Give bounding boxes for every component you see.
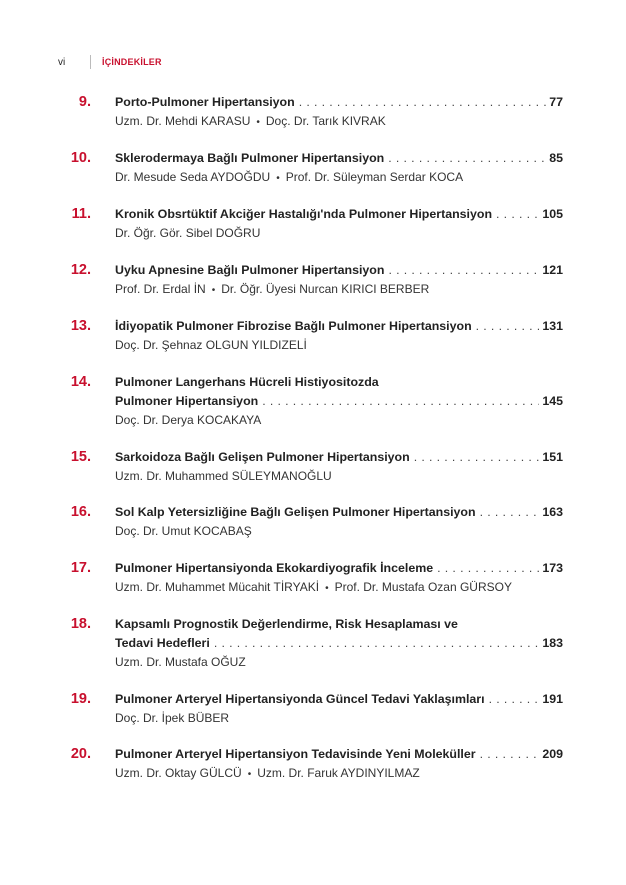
author-name: Uzm. Dr. Mehdi KARASU bbox=[115, 114, 251, 128]
chapter-title-text: Porto-Pulmoner Hipertansiyon bbox=[115, 95, 295, 109]
toc-entry-body bbox=[115, 690, 563, 728]
chapter-authors bbox=[115, 522, 563, 541]
chapter-number: 10. bbox=[70, 150, 91, 166]
chapter-title-line bbox=[115, 503, 563, 522]
page-number: vi bbox=[58, 56, 66, 68]
chapter-number: 20. bbox=[70, 746, 91, 762]
author-separator-bullet: • bbox=[247, 769, 252, 780]
chapter-page-number: 163 bbox=[542, 505, 563, 519]
author-name: Doç. Dr. İpek BÜBER bbox=[115, 711, 230, 725]
chapter-title-line bbox=[115, 615, 563, 634]
chapter-number: 14. bbox=[70, 374, 91, 390]
author-name: Uzm. Dr. Mustafa OĞUZ bbox=[115, 655, 246, 669]
chapter-page-number: 145 bbox=[542, 394, 563, 408]
chapter-page-number: 173 bbox=[542, 561, 563, 575]
author-name: Dr. Mesude Seda AYDOĞDU bbox=[115, 170, 271, 184]
chapter-title-line bbox=[115, 690, 563, 709]
dot-leader bbox=[295, 93, 547, 112]
dot-leader bbox=[472, 317, 540, 336]
chapter-page-number: 191 bbox=[542, 692, 563, 706]
author-separator-bullet: • bbox=[325, 583, 329, 594]
chapter-authors bbox=[115, 653, 563, 672]
chapter-title-text: Pulmoner Arteryel Hipertansiyon Tedavisinde Yeni Moleküller bbox=[115, 747, 476, 761]
chapter-page-number: 151 bbox=[542, 450, 563, 464]
dot-leader bbox=[384, 261, 539, 280]
dot-leader bbox=[258, 392, 539, 411]
chapter-title-line bbox=[115, 448, 563, 467]
toc-entry-body bbox=[115, 745, 563, 784]
chapter-authors bbox=[115, 411, 563, 430]
toc-entry-body bbox=[115, 317, 563, 355]
chapter-number: 17. bbox=[70, 560, 91, 576]
toc-entry-body bbox=[115, 93, 563, 132]
dot-leader bbox=[476, 745, 540, 764]
toc-entry-body bbox=[115, 615, 563, 672]
chapter-title-text: Uyku Apnesine Bağlı Pulmoner Hipertansiyon bbox=[115, 263, 385, 277]
toc-entry-body bbox=[115, 503, 563, 541]
chapter-number: 16. bbox=[70, 504, 91, 520]
chapter-title-line bbox=[115, 205, 563, 224]
chapter-title-line bbox=[115, 149, 563, 168]
toc-entry-body bbox=[115, 373, 563, 430]
author-name: Doç. Dr. Derya KOCAKAYA bbox=[115, 413, 262, 427]
chapter-title-text: Pulmoner Hipertansiyon bbox=[115, 394, 259, 408]
chapter-title-text: Sarkoidoza Bağlı Gelişen Pulmoner Hipertansiyon bbox=[115, 450, 410, 464]
running-header bbox=[58, 55, 162, 69]
chapter-title-text: Kapsamlı Prognostik Değerlendirme, Risk Hesaplaması ve bbox=[115, 617, 458, 631]
chapter-number: 9. bbox=[78, 94, 91, 110]
dot-leader bbox=[476, 503, 540, 522]
chapter-page-number: 183 bbox=[542, 636, 563, 650]
chapter-authors bbox=[115, 709, 563, 728]
chapter-title-text: İdiyopatik Pulmoner Fibrozise Bağlı Pulmoner Hipertansiyon bbox=[115, 319, 472, 333]
author-separator-bullet: • bbox=[256, 117, 260, 128]
chapter-authors bbox=[115, 764, 563, 784]
chapter-authors bbox=[115, 280, 563, 300]
chapter-title-text: Pulmoner Arteryel Hipertansiyonda Güncel Tedavi Yaklaşımları bbox=[115, 692, 485, 706]
author-name: Uzm. Dr. Oktay GÜLCÜ bbox=[115, 766, 242, 780]
dot-leader bbox=[410, 448, 540, 467]
chapter-number: 19. bbox=[70, 691, 91, 707]
chapter-authors bbox=[115, 467, 563, 486]
chapter-page-number: 85 bbox=[549, 151, 563, 165]
author-name: Dr. Öğr. Üyesi Nurcan KIRICI BERBER bbox=[221, 282, 430, 296]
dot-leader bbox=[492, 205, 539, 224]
chapter-number: 18. bbox=[70, 616, 91, 632]
author-name: Prof. Dr. Mustafa Ozan GÜRSOY bbox=[334, 580, 512, 594]
chapter-title-line bbox=[115, 745, 563, 764]
author-separator-bullet: • bbox=[211, 285, 216, 296]
author-name: Uzm. Dr. Faruk AYDINYILMAZ bbox=[257, 766, 420, 780]
chapter-authors bbox=[115, 224, 563, 243]
chapter-title-text: Sol Kalp Yetersizliğine Bağlı Gelişen Pulmoner Hipertansiyon bbox=[115, 505, 476, 519]
chapter-title-text: Pulmoner Langerhans Hücreli Histiyositozda bbox=[115, 375, 379, 389]
chapter-page-number: 209 bbox=[542, 747, 563, 761]
chapter-authors bbox=[115, 578, 563, 598]
author-name: Prof. Dr. Erdal İN bbox=[115, 282, 206, 296]
chapter-authors bbox=[115, 112, 563, 132]
header-divider bbox=[90, 55, 91, 69]
chapter-number: 12. bbox=[70, 262, 91, 278]
chapter-number: 15. bbox=[70, 449, 91, 465]
chapter-title-line bbox=[115, 317, 563, 336]
chapter-title-line bbox=[115, 93, 563, 112]
author-name: Dr. Öğr. Gör. Sibel DOĞRU bbox=[115, 226, 261, 240]
dot-leader bbox=[433, 559, 539, 578]
chapter-title-line bbox=[115, 373, 563, 392]
chapter-number: 11. bbox=[71, 206, 91, 222]
chapter-title-text: Tedavi Hedefleri bbox=[115, 636, 210, 650]
author-name: Doç. Dr. Umut KOCABAŞ bbox=[115, 524, 252, 538]
chapter-title-line bbox=[115, 392, 563, 411]
dot-leader bbox=[210, 634, 540, 653]
toc-entry-body bbox=[115, 448, 563, 486]
chapter-title-line bbox=[115, 559, 563, 578]
chapter-title-line bbox=[115, 634, 563, 653]
chapter-title-text: Pulmoner Hipertansiyonda Ekokardiyografik İnceleme bbox=[115, 561, 434, 575]
chapter-page-number: 121 bbox=[542, 263, 563, 277]
author-name: Uzm. Dr. Muhammet Mücahit TİRYAKİ bbox=[115, 580, 320, 594]
toc-entry-body bbox=[115, 559, 563, 598]
dot-leader bbox=[485, 690, 540, 709]
chapter-page-number: 105 bbox=[542, 207, 563, 221]
chapter-number: 13. bbox=[70, 318, 91, 334]
author-name: Prof. Dr. Süleyman Serdar KOCA bbox=[285, 170, 464, 184]
chapter-page-number: 131 bbox=[542, 319, 563, 333]
toc-entry-body bbox=[115, 261, 563, 300]
chapter-page-number: 77 bbox=[549, 95, 563, 109]
chapter-authors bbox=[115, 168, 563, 188]
header-title: İÇİNDEKİLER bbox=[102, 57, 162, 67]
dot-leader bbox=[384, 149, 546, 168]
chapter-title-text: Kronik Obsrtüktif Akciğer Hastalığı'nda Pulmoner Hipertansiyon bbox=[115, 207, 493, 221]
chapter-title-line bbox=[115, 261, 563, 280]
toc-entry-body bbox=[115, 205, 563, 243]
author-name: Uzm. Dr. Muhammed SÜLEYMANOĞLU bbox=[115, 469, 332, 483]
chapter-title-text: Sklerodermaya Bağlı Pulmoner Hipertansiyon bbox=[115, 151, 385, 165]
author-name: Doç. Dr. Tarık KIVRAK bbox=[265, 114, 386, 128]
chapter-authors bbox=[115, 336, 563, 355]
author-name: Doç. Dr. Şehnaz OLGUN YILDIZELİ bbox=[115, 338, 307, 352]
author-separator-bullet: • bbox=[276, 173, 280, 184]
toc-entry-body bbox=[115, 149, 563, 188]
